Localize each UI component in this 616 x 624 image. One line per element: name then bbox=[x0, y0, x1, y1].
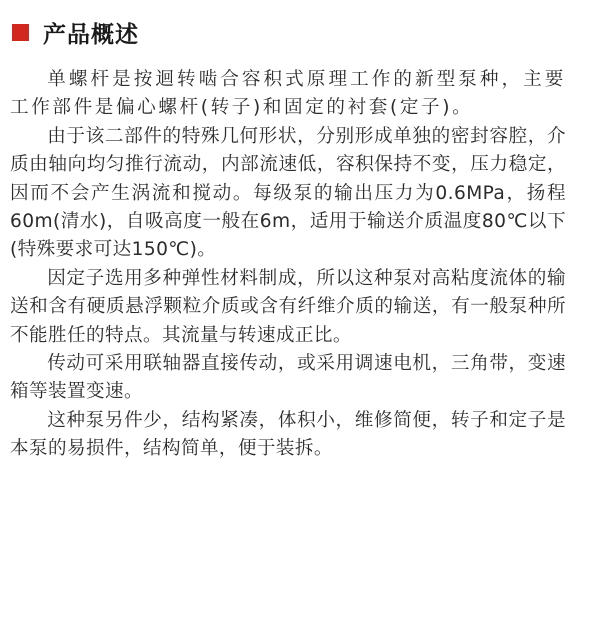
paragraph-intro: 单螺杆是按迴转啮合容积式原理工作的新型泵种，主要工作部件是偏心螺杆(转子)和固定的衬套(定子)。 bbox=[10, 69, 566, 119]
paragraph-working-principle: 由于该二部件的特殊几何形状，分别形成单独的密封容腔，介质由轴向均匀推行流动，内部流速低，容积保持不变，压力稳定，因而不会产生涡流和搅动。每级泵的输出压力为0.6MPa，扬程60m(清水)，自吸高度一般在6m，适用于输送介质温度80℃以下(特殊要求可达150℃)。 bbox=[10, 125, 566, 261]
section-title: 产品概述 bbox=[43, 21, 139, 48]
paragraph-transmission: 传动可采用联轴器直接传动，或采用调速电机，三角带，变速箱等装置变速。 bbox=[10, 353, 566, 403]
red-square-marker-icon bbox=[12, 24, 29, 41]
paragraph-stator-material: 因定子选用多种弹性材料制成，所以这种泵对高粘度流体的输送和含有硬质悬浮颗粒介质或含有纤维介质的输送，有一般泵种所不能胜任的特点。其流量与转速成正比。 bbox=[10, 267, 566, 346]
paragraph-structure: 这种泵另件少，结构紧凑，体积小，维修简便，转子和定子是本泵的易损件，结构简单，便于装拆。 bbox=[10, 409, 566, 460]
section-header bbox=[12, 14, 139, 50]
content-body bbox=[10, 66, 566, 464]
